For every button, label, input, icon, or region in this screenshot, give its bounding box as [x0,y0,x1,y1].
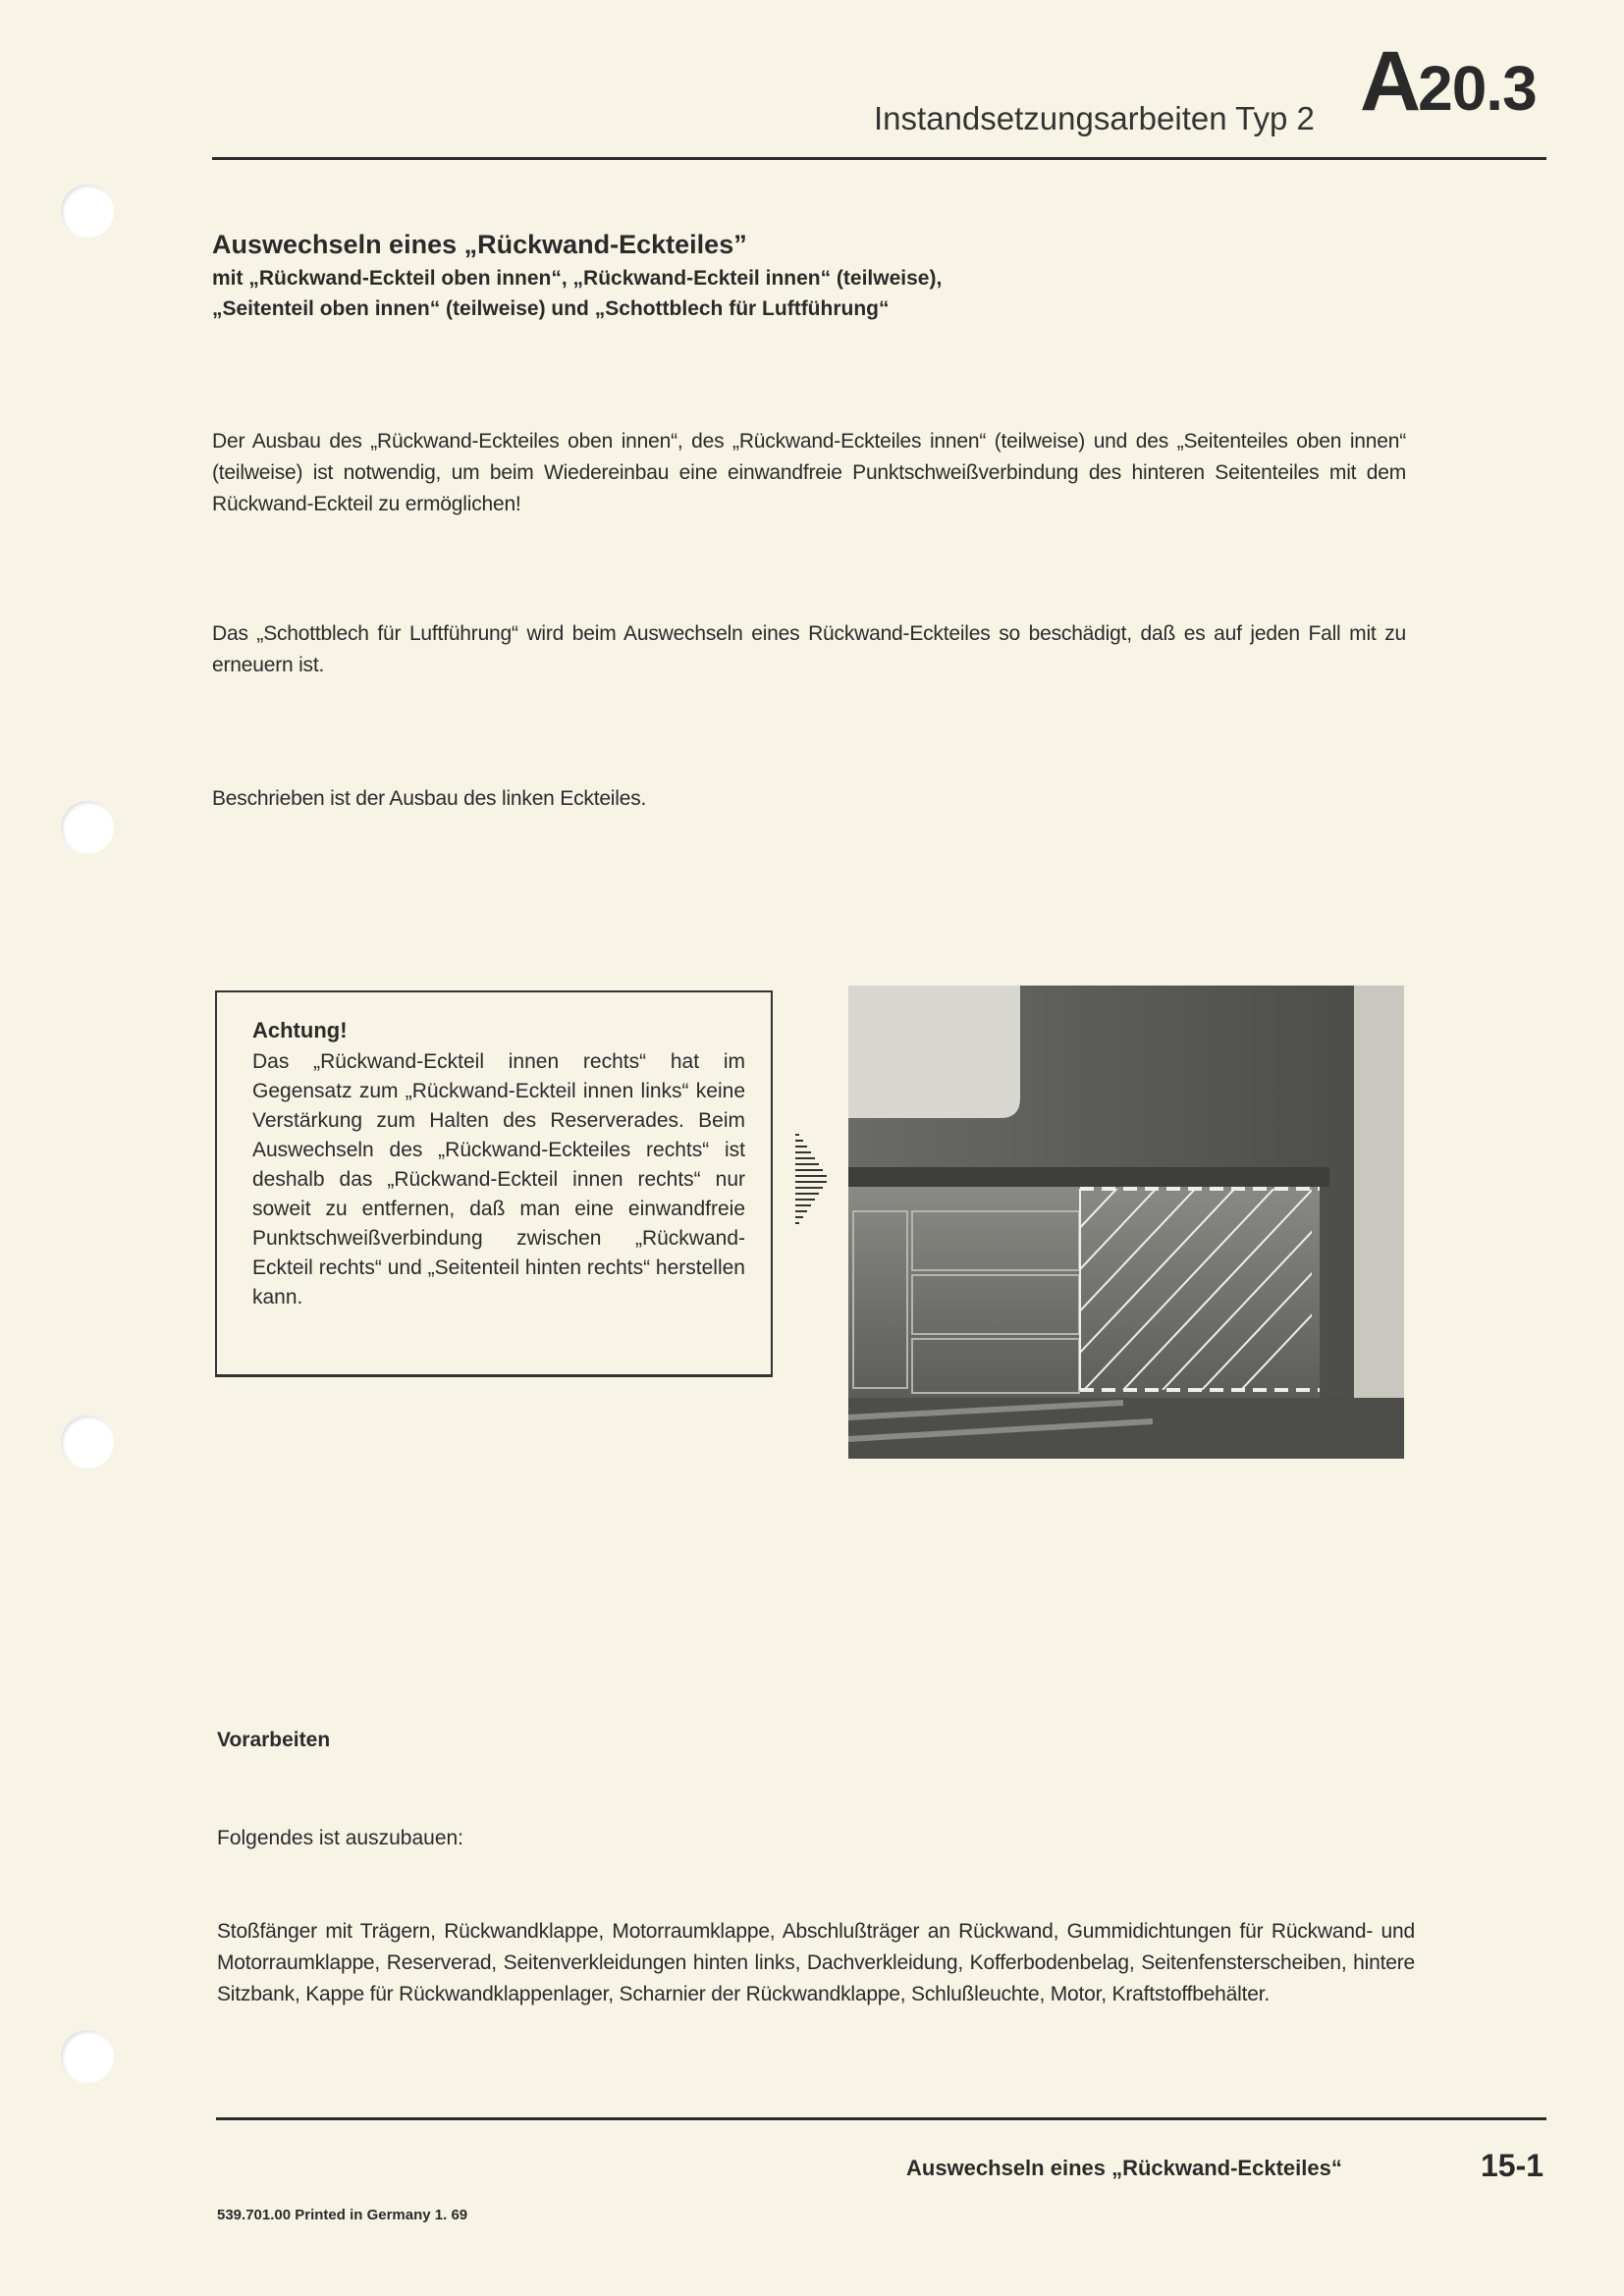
paragraph-schottblech: Das „Schottblech für Luftführung“ wird beim Auswechseln eines Rückwand-Eckteiles so beschädigt, daß es auf jeden Fall mit zu erneuern ist. [212,622,1406,676]
section-subtitle-1: mit „Rückwand-Eckteil oben innen“, „Rückwand-Eckteil innen“ (teilweise), [212,267,943,290]
section-code [1360,34,1537,129]
paragraph-intro: Der Ausbau des „Rückwand-Eckteiles oben innen“, des „Rückwand-Eckteiles innen“ (teilweise) und des „Seitenteiles oben innen“ (teilweise) ist notwendig, um beim Wiedereinbau eine einwandfreie Punktschweißverbindung des hinteren Seitenteiles mit dem Rückwand-Eckteil zu ermöglichen! [212,430,1406,515]
notice-box [215,990,773,1377]
section-subtitle-2: „Seitenteil oben innen“ (teilweise) und „Schottblech für Luftführung“ [212,297,890,320]
section-title: Auswechseln eines „Rückwand-Eckteiles” [212,230,747,259]
photo-rear-corner-panel [848,986,1404,1459]
pointer-arrow-icon [793,1131,829,1233]
punch-hole [61,801,114,854]
section-code-letter: A [1360,34,1419,129]
header-title: Instandsetzungsarbeiten Typ 2 [874,100,1315,136]
notice-title: Achtung! [252,1018,348,1042]
footer-title: Auswechseln eines „Rückwand-Eckteiles“ [906,2156,1342,2180]
punch-hole [61,185,114,238]
punch-hole [61,2030,114,2083]
footer-rule [216,2117,1546,2120]
notice-text: Das „Rückwand-Eckteil innen rechts“ hat im Gegensatz zum „Rückwand-Eckteil innen links“ keine Verstärkung zum Halten des Reserverades. Beim Auswechseln des „Rückwand-Eckteiles rechts“ ist deshalb das „Rückwand-Eckteil innen rechts“ nur soweit zu entfernen, daß man eine einwandfreie Punktschweißverbindung zwischen „Rückwand-Eckteil rechts“ und „Seitenteil hinten rechts“ herstellen kann. [252,1050,745,1308]
punch-hole [61,1415,114,1468]
preparation-heading: Vorarbeiten [217,1729,331,1751]
preparation-intro: Folgendes ist auszubauen: [217,1827,464,1849]
page-number: 15-1 [1481,2148,1544,2183]
preparation-list: Stoßfänger mit Trägern, Rückwandklappe, Motorraumklappe, Abschlußträger an Rückwand, Gummidichtungen für Rückwand- und Motorraumklappe, Reserverad, Seitenverkleidungen hinten links, Dachverkleidung, Kofferbodenbelag, Seitenfensterscheiben, hintere Sitzbank, Kappe für Rückwandklappenlager, Scharnier der Rückwandklappe, Schlußleuchte, Motor, Kraftstoffbehälter. [217,1920,1415,2005]
section-code-number: 20.3 [1418,53,1537,124]
header-rule [212,157,1546,160]
paragraph-left-part: Beschrieben ist der Ausbau des linken Eckteiles. [212,787,647,810]
print-info: 539.701.00 Printed in Germany 1. 69 [217,2207,468,2223]
